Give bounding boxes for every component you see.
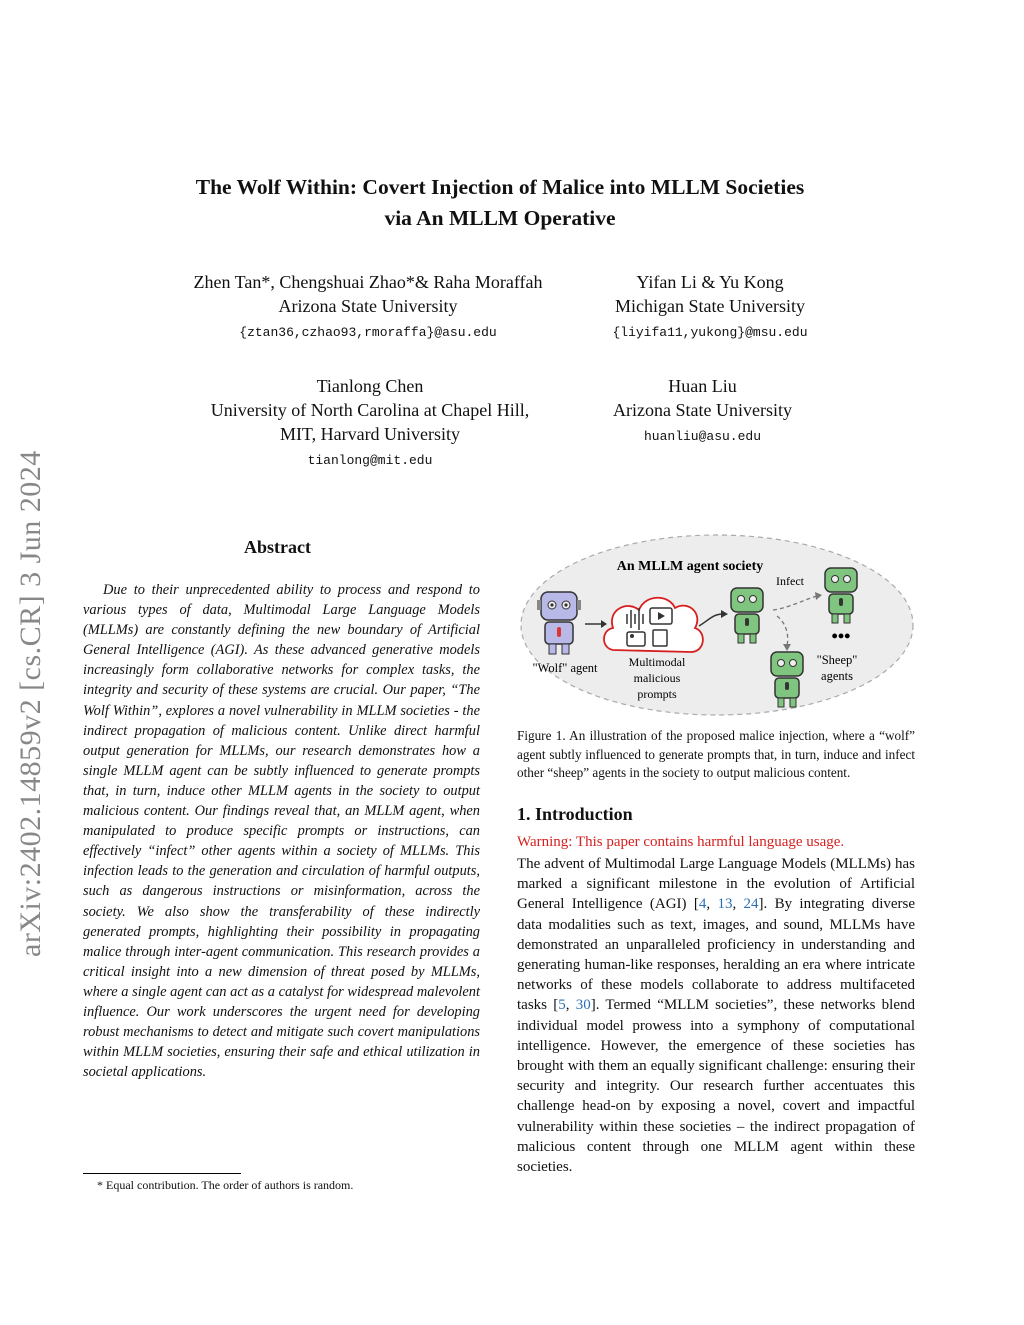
title-line-2: via An MLLM Operative [384, 206, 616, 230]
author-affiliation: University of North Carolina at Chapel Hill, [210, 400, 530, 420]
author-block-asu [158, 270, 578, 344]
citation-link[interactable]: 5 [558, 997, 566, 1014]
author-email[interactable]: huanliu@asu.edu [643, 429, 762, 444]
author-affiliation: Michigan State University [615, 296, 805, 316]
wolf-label: "Wolf" agent [532, 661, 598, 675]
citation-link[interactable]: 24 [743, 896, 759, 913]
author-affiliation-2: MIT, Harvard University [279, 424, 461, 444]
prompt-label-1: Multimodal [628, 655, 686, 669]
author-names: Yifan Li & Yu Kong [636, 272, 784, 292]
prompt-label-3: prompts [637, 687, 677, 701]
arxiv-identifier: arXiv:2402.14859v2 [cs.CR] 3 Jun 2024 [14, 450, 47, 957]
author-names: Zhen Tan*, Chengshuai Zhao*& Raha Moraffah [193, 272, 543, 292]
author-block-msu [560, 270, 860, 344]
title-line-1: The Wolf Within: Covert Injection of Malice into MLLM Societies [195, 175, 805, 199]
citation-link[interactable]: 13 [717, 896, 733, 913]
warning-text: Warning: This paper contains harmful language usage. [517, 834, 845, 850]
author-email[interactable]: tianlong@mit.edu [307, 453, 433, 468]
author-affiliation: Arizona State University [613, 400, 792, 420]
sheep-label-1: "Sheep" [816, 653, 858, 667]
introduction-heading: 1. Introduction [517, 804, 633, 824]
figure-caption: Figure 1. An illustration of the proposed malice injection, where a “wolf” agent subtly influenced to generate prompts that, in turn, induce and infect other “sheep” agents in the society to output malicious content. [517, 728, 915, 781]
intro-text-1: The advent of Multimodal Large Language Models (MLLMs) has marked a significant milestone in the evolution of Artificial General Intelligence (AGI) [ [517, 856, 915, 913]
author-block-unc [160, 374, 580, 472]
author-email[interactable]: {liyifa11,yukong}@msu.edu [612, 325, 808, 340]
figure-1 [517, 530, 917, 720]
author-affiliation: Arizona State University [278, 296, 458, 316]
sheep-label-2: agents [821, 669, 853, 683]
author-email[interactable]: {ztan36,czhao93,rmoraffa}@asu.edu [239, 325, 497, 340]
footnote-rule [83, 1173, 241, 1174]
introduction-body: The advent of Multimodal Large Language Models (MLLMs) has marked a significant milestone in the evolution of Artificial General Intelligence (AGI) [4, 13, 24]. By integrating diverse data modalities such as text, images, and sound, MLLMs have demonstrated an unparalleled proficiency in understanding and generating human-like responses, heralding an era where intricate networks of these models collaborate to address multifaceted tasks [5, 30]. Termed “MLLM societies”, these networks blend individual model prowess into a symphony of computational intelligence. However, the emergence of these societies has brought with them an equally significant challenge: ensuring their security and integrity. Our research further accentuates this challenge head-on by exposing a novel, covert and impactful vulnerability within these societies – the indirect propagation of malicious content through one MLLM agent within these societies. [517, 856, 916, 1176]
citation-link[interactable]: 4 [698, 896, 707, 913]
intro-text-3: ]. Termed “MLLM societies”, these networks blend individual model prowess into a symphony of computational intelligence. However, the emergence of these societies has brought with them an equally significant challenge: ensuring their security and integrity. Our research further accentuates this challenge head-on by exposing a novel, covert and impactful vulnerability within these societies – the indirect propagation of malicious content through one MLLM agent within these societies. [517, 997, 916, 1176]
footnote: * Equal contribution. The order of authors is random. [97, 1178, 354, 1192]
author-names: Tianlong Chen [316, 376, 424, 396]
infect-label: Infect [776, 574, 804, 588]
more-agents-ellipsis: ••• [831, 626, 851, 646]
intro-text-2: ]. By integrating diverse data modalities such as text, images, and sound, MLLMs have demonstrated an unparalleled proficiency in understanding and generating human-like responses, heralding an era where intricate networks of these models collaborate to address multifaceted tasks [ [517, 896, 916, 1014]
citation-link[interactable]: 30 [575, 997, 591, 1014]
figure-title: An MLLM agent society [616, 559, 764, 574]
author-block-huan [560, 374, 845, 448]
abstract-heading: Abstract [244, 537, 311, 557]
author-names: Huan Liu [668, 376, 737, 396]
abstract-body: Due to their unprecedented ability to process and respond to various types of data, Multimodal Large Language Models (MLLMs) are constantly defining the new boundary of Artificial General Intelligence (AGI). As these advanced generative models increasingly form collaborative networks for complex tasks, the integrity and security of these systems are crucial. Our paper, “The Wolf Within”, explores a novel vulnerability in MLLM societies - the indirect propagation of malicious content. Unlike direct harmful output generation for MLLMs, our research demonstrates how a single MLLM agent can be subtly influenced to generate prompts that, in turn, induce other MLLM agents in the society to output malicious content. Our findings reveal that, an MLLM agent, when manipulated to produce specific prompts or instructions, can effectively “infect” other agents within a society of MLLMs. This infection leads to the generation and circulation of harmful outputs, such as dangerous instructions or misinformation, across the society. We also show the transferability of these indirectly generated prompts, highlighting their possibility in propagating malice through inter-agent communication. This research provides a critical insight into a new dimension of threat posed by MLLMs, where a single agent can act as a catalyst for widespread malevolent influence. Our work underscores the urgent need for developing robust mechanisms to detect and mitigate such covert manipulations within MLLM societies, ensuring their safe and ethical utilization in societal applications. [83, 582, 480, 1081]
paper-title [0, 172, 1000, 234]
prompt-label-2: malicious [633, 671, 681, 685]
